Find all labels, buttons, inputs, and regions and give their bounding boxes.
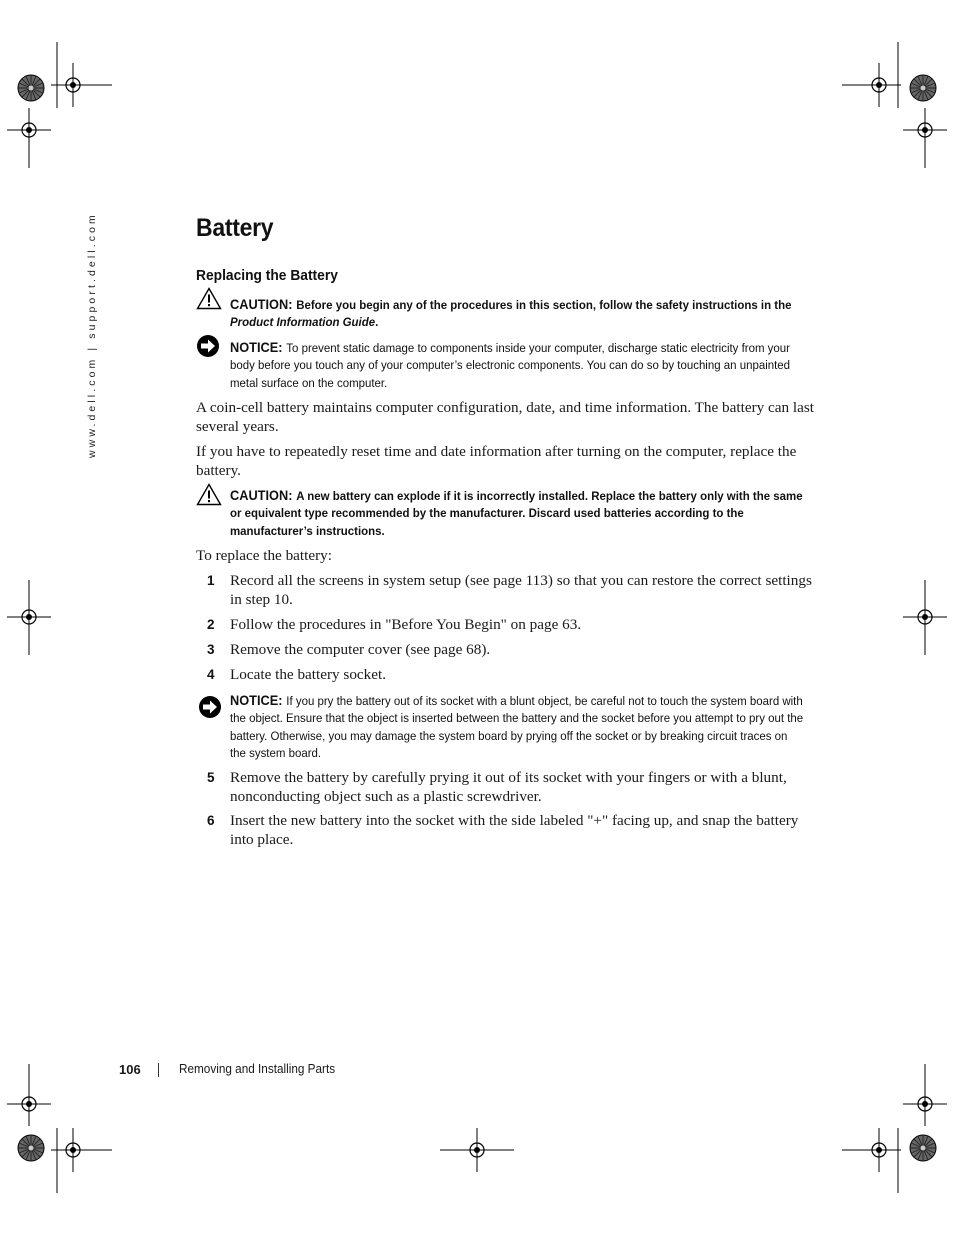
starburst-target-icon — [18, 1135, 44, 1161]
notice-note-2 — [230, 692, 803, 762]
page-number: 106 — [119, 1062, 141, 1077]
step-text: Remove the computer cover (see page 68). — [230, 641, 491, 658]
step-text: Locate the battery socket. — [230, 666, 387, 683]
step-number: 3 — [207, 642, 215, 657]
footer-section-title: Removing and Installing Parts — [179, 1062, 336, 1076]
side-url-text: www.dell.com | support.dell.com — [86, 212, 98, 458]
step-number: 4 — [207, 667, 215, 682]
step-text: Remove the battery by carefully prying it out of its socket with your fingers or with a blunt, nonconducting object such as a plastic screwdriver. — [230, 769, 787, 805]
notice-text: To prevent static damage to components inside your computer, discharge static electricity from your body before you touch any of your computer’s electronic components. You can do so by touching an unpainted metal surface on the computer. — [230, 341, 791, 390]
caution-label: CAUTION: — [230, 488, 293, 503]
registration-crosshair-icon — [903, 1082, 947, 1126]
caution-text: Before you begin any of the procedures in this section, follow the safety instructions in the — [296, 298, 792, 312]
starburst-target-icon — [18, 75, 44, 101]
paragraph-reset-info: If you have to repeatedly reset time and date information after turning on the computer, replace the battery. — [196, 443, 797, 479]
step-text: Record all the screens in system setup (see page 113) so that you can restore the correct settings in step 10. — [230, 572, 812, 608]
notice-note-1 — [230, 339, 803, 392]
step-number: 6 — [207, 813, 215, 828]
paragraph-to-replace: To replace the battery: — [196, 547, 332, 564]
step-number: 1 — [207, 573, 215, 588]
registration-crosshair-icon — [857, 63, 901, 107]
step-number: 2 — [207, 617, 215, 632]
notice-label: NOTICE: — [230, 693, 283, 708]
notice-arrow-icon — [196, 334, 220, 358]
notice-text: If you pry the battery out of its socket with a blunt object, be careful not to touch the system board with the object. Ensure that the object is inserted between the battery and the socket before you attempt to pry out the battery. Otherwise, you may damage the system board by prying off the socket or by breaking circuit traces on the system board. — [230, 694, 804, 760]
page-title: Battery — [196, 214, 274, 242]
step-text: Insert the new battery into the socket with the side labeled "+" facing up, and snap the battery into place. — [230, 812, 799, 848]
side-url — [82, 212, 102, 464]
notice-arrow-icon — [198, 695, 222, 719]
section-heading: Replacing the Battery — [196, 267, 338, 284]
caution-text: A new battery can explode if it is incorrectly installed. Replace the battery only with the same or equivalent type recommended by the manufacturer. Discard used batteries according to the manufacturer’s instructions. — [230, 489, 803, 538]
starburst-target-icon — [910, 1135, 936, 1161]
step-number: 5 — [207, 770, 215, 785]
registration-crosshair-icon — [7, 1082, 51, 1126]
registration-crosshair-icon — [7, 108, 51, 152]
warning-triangle-icon — [196, 483, 222, 506]
starburst-target-icon — [910, 75, 936, 101]
paragraph-battery-intro: A coin-cell battery maintains computer configuration, date, and time information. The battery can last several years. — [196, 399, 814, 435]
notice-label: NOTICE: — [230, 340, 283, 355]
footer-divider — [158, 1063, 159, 1077]
registration-crosshair-icon — [903, 108, 947, 152]
caution-note-2 — [230, 487, 803, 540]
registration-crosshair-icon — [857, 1128, 901, 1172]
caution-guide-title: Product Information Guide — [230, 315, 376, 330]
caution-end: . — [375, 315, 379, 330]
caution-note-1 — [230, 296, 803, 332]
caution-label: CAUTION: — [230, 297, 293, 312]
step-text: Follow the procedures in "Before You Begin" on page 63. — [230, 616, 582, 633]
warning-triangle-icon — [196, 287, 222, 310]
